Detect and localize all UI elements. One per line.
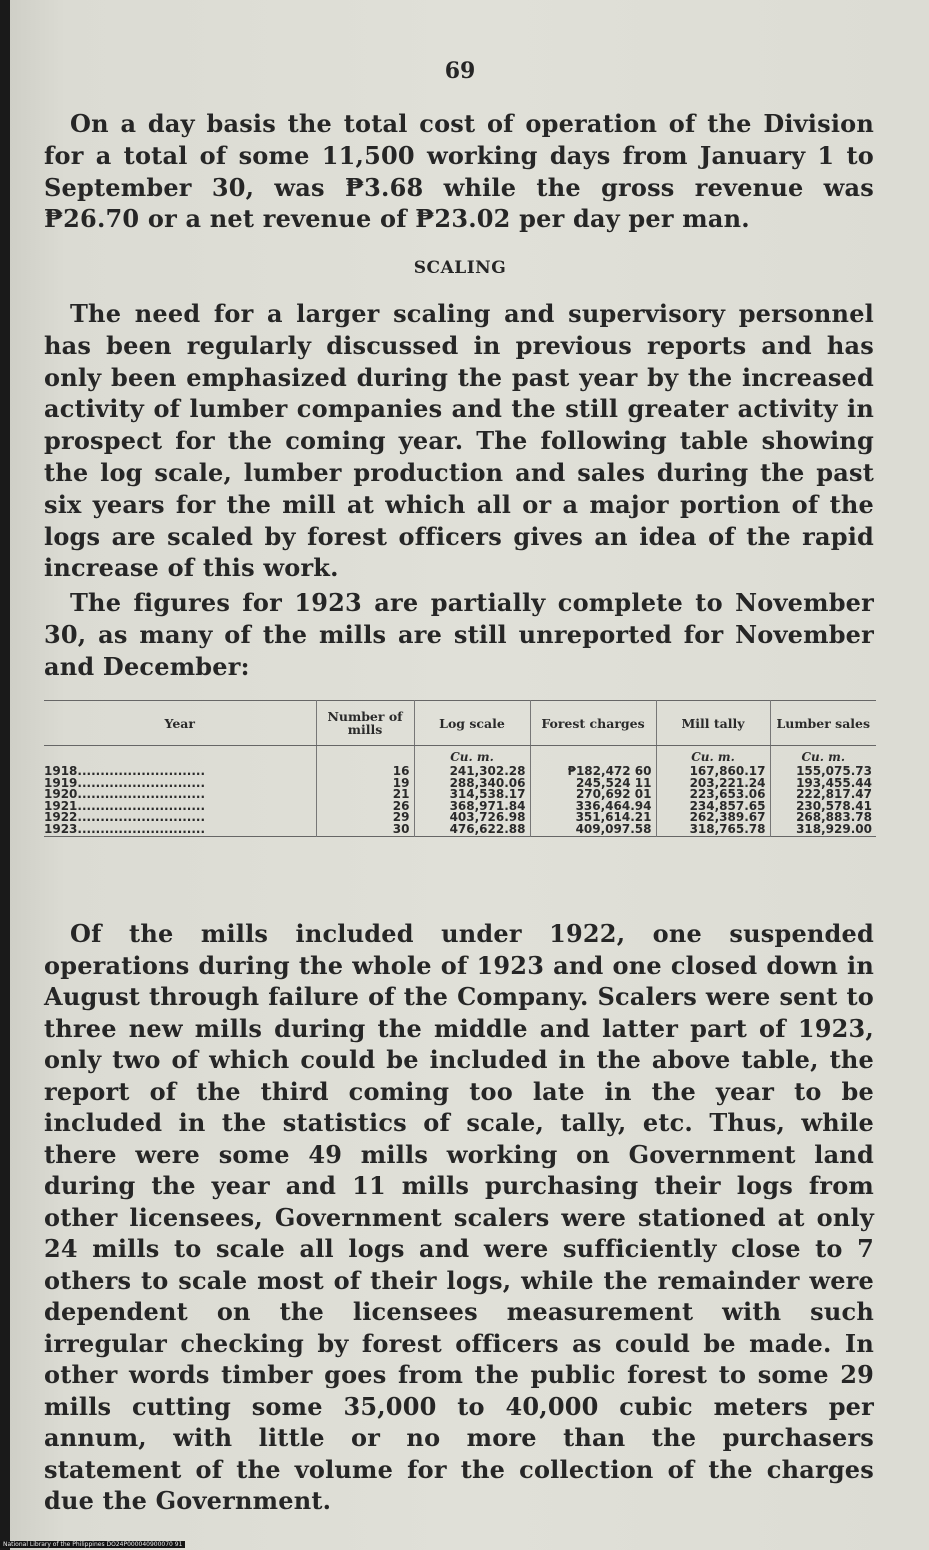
cell-log-scale: 368,971.84 [414,801,530,813]
cell-lumber-sales: 193,455.44 [770,778,876,790]
cell-mill-tally: 262,389.67 [656,812,770,824]
cell-lumber-sales: 155,075.73 [770,766,876,778]
header-number-of-mills: Number of mills [316,701,414,746]
cell-mill-tally: 234,857.65 [656,801,770,813]
cell-lumber-sales: 318,929.00 [770,824,876,836]
cell-mill-tally: 203,221.24 [656,778,770,790]
cell-log-scale: 476,622.88 [414,824,530,836]
cell-lumber-sales: 230,578.41 [770,801,876,813]
cell-mill-tally: 318,765.78 [656,824,770,836]
units-row [44,746,876,767]
cell-year: 1922............................ [44,812,206,824]
paragraph-mills-and-scalers: Of the mills included under 1922, one suspended operations during the whole of 1923 and one closed down in August through failure of the Company. Scalers were sent to three new mills during the middle and latter part of 1923, only two of which could be included in the above table, the report of the third coming too late in the year to be included in the statistics of scale, tally, etc. Thus, while there were some 49 mills working on Government land during the year and 11 mills purchasing their logs from other licensees, Government scalers were stationed at only 24 mills to scale all logs and were sufficiently close to 7 others to scale most of their logs, while the remainder were dependent on the licensees measurement with such irregular checking by forest officers as could be made. In other words timber goes from the public forest to some 29 mills cutting some 35,000 to 40,000 cubic meters per annum, with little or no more than the purchasers statement of the volume for the collection of the charges due the Government. [44,919,874,1515]
cell-log-scale: 403,726.98 [414,812,530,824]
cell-log-scale: 314,538.17 [414,789,530,801]
paragraph-daily-cost: On a day basis the total cost of operation of the Division for a total of some 11,500 working days from January 1 to September 30, was ₱3.68 while the gross revenue was ₱26.70 or a net revenue of ₱23.02 per day per man. [44,109,874,234]
page-number: 69 [444,58,476,84]
unit-lumber-sales: Cu. m. [770,746,876,767]
cell-mills: 26 [316,801,414,813]
cell-log-scale: 241,302.28 [414,766,530,778]
header-year: Year [44,701,316,746]
header-mill-tally: Mill tally [656,701,770,746]
section-heading-scaling: SCALING [413,258,507,278]
unit-mill-tally: Cu. m. [656,746,770,767]
cell-forest-charges: 270,692 01 [530,789,656,801]
cell-mills: 30 [316,824,414,836]
table-header-row [44,701,876,746]
cell-forest-charges: 409,097.58 [530,824,656,836]
cell-lumber-sales: 268,883.78 [770,812,876,824]
header-forest-charges: Forest charges [530,701,656,746]
cell-year: 1920............................ [44,789,206,801]
paragraph-scaling-personnel: The need for a larger scaling and supervisory personnel has been regularly discussed in previous reports and has only been emphasized during the past year by the increased activity of lumber companies and the still greater activity in prospect for the coming year. The following table showing the log scale, lumber production and sales during the past six years for the mill at which all or a major portion of the logs are scaled by forest officers gives an idea of the rapid increase of this work. [44,299,874,583]
cell-forest-charges: ₱182,472 60 [530,766,656,778]
cell-log-scale: 288,340.06 [414,778,530,790]
table-row [44,824,876,836]
cell-mills: 21 [316,789,414,801]
cell-mills: 16 [316,766,414,778]
document-page [10,0,929,1550]
header-lumber-sales: Lumber sales [770,701,876,746]
cell-lumber-sales: 222,817.47 [770,789,876,801]
scan-footer-credit: National Library of the Philippines DO24P000040900070 91 [0,1541,185,1548]
cell-mill-tally: 223,653.06 [656,789,770,801]
unit-log-scale: Cu. m. [414,746,530,767]
header-log-scale: Log scale [414,701,530,746]
cell-year: 1921............................ [44,800,206,813]
scaling-statistics-table [44,700,876,837]
cell-forest-charges: 336,464.94 [530,801,656,813]
paragraph-1923-figures: The figures for 1923 are partially complete to November 30, as many of the mills are still unreported for November and December: [44,588,874,681]
cell-mill-tally: 167,860.17 [656,766,770,778]
book-spine [0,0,10,1550]
cell-mills: 19 [316,778,414,790]
cell-mills: 29 [316,812,414,824]
cell-year: 1918............................ [44,766,206,778]
cell-year: 1919............................ [44,777,206,790]
cell-year: 1923............................ [44,823,206,836]
cell-forest-charges: 245,524 11 [530,778,656,790]
cell-forest-charges: 351,614.21 [530,812,656,824]
